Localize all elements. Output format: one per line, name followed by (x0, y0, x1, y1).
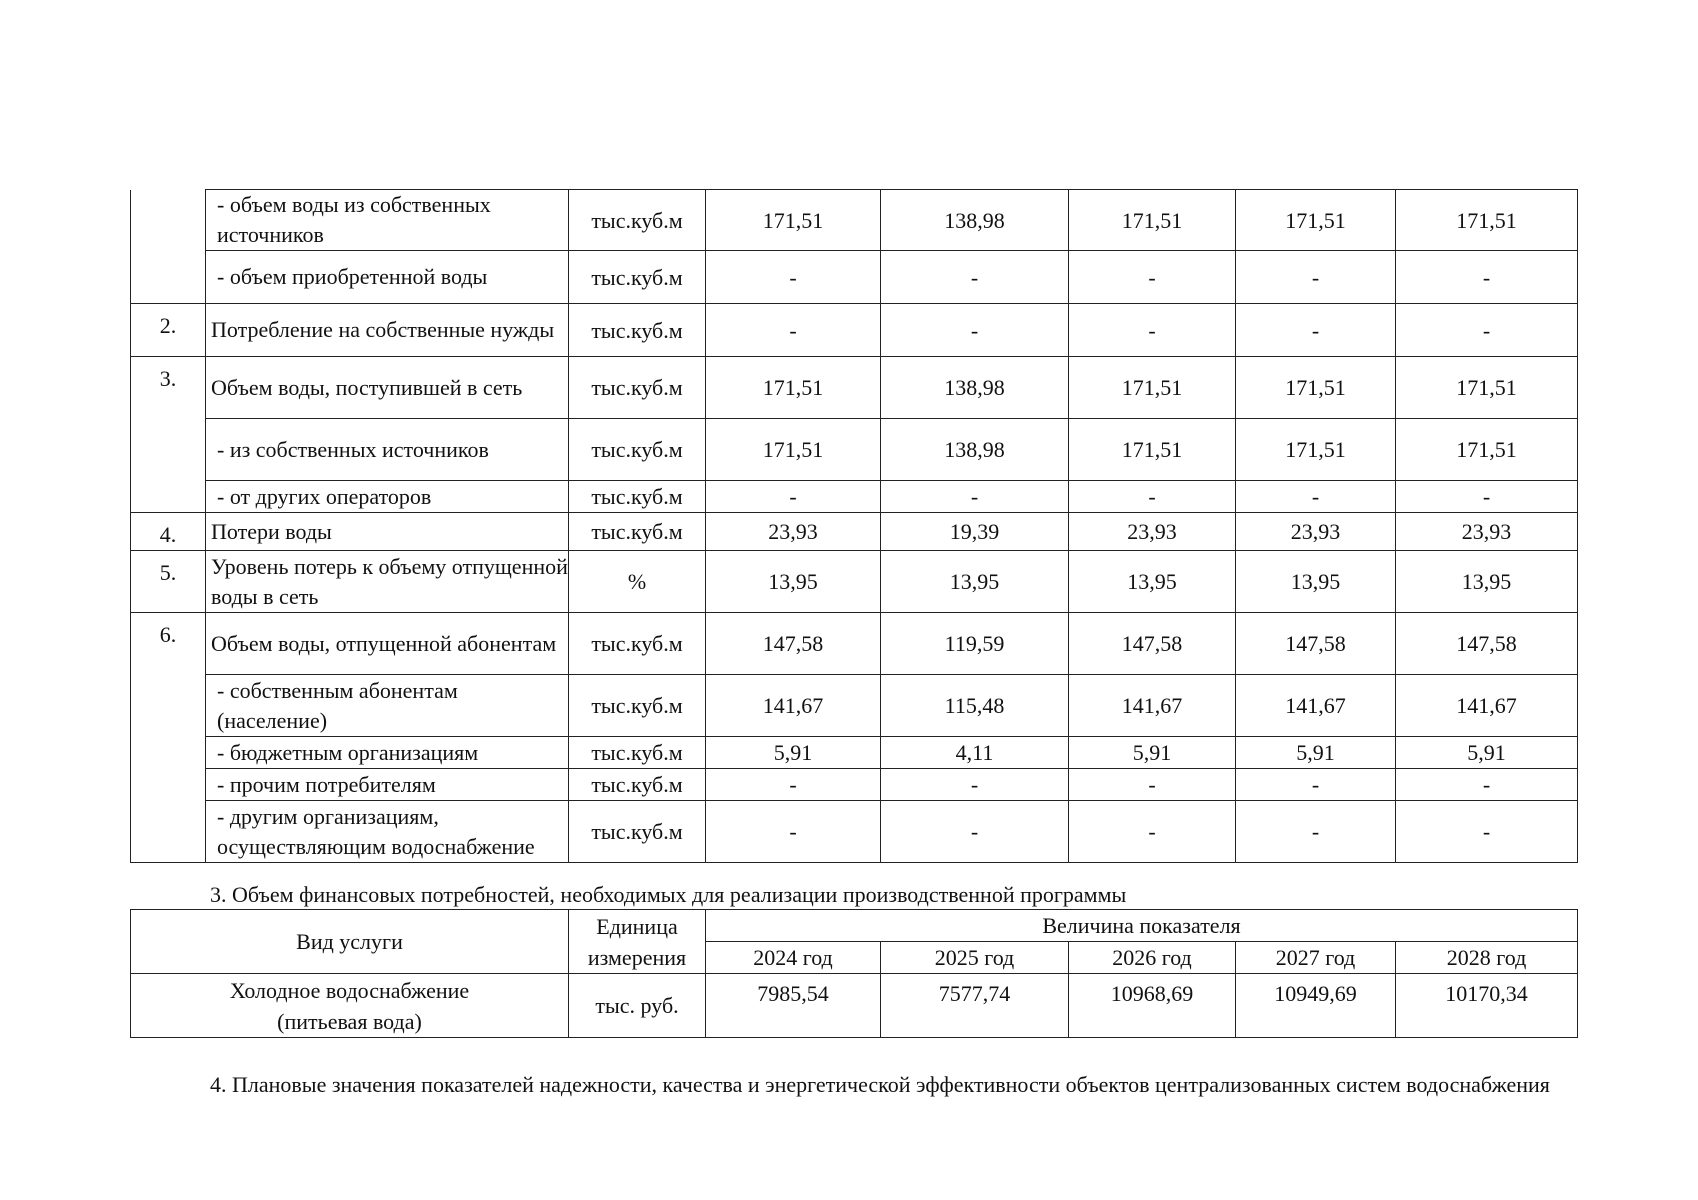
row-unit: тыс.куб.м (569, 737, 706, 769)
row-unit: тыс.куб.м (569, 357, 706, 419)
unit-cell: тыс. руб. (569, 974, 706, 1038)
value-header: Величина показателя (706, 910, 1578, 942)
row-number: 3. (131, 357, 206, 513)
value-cell: 171,51 (706, 419, 881, 481)
row-label: - объем приобретенной воды (206, 251, 569, 304)
row-label: - собственным абонентам (население) (206, 675, 569, 737)
row-label: Уровень потерь к объему отпущенной воды в сеть (206, 551, 569, 613)
row-label: - другим организациям, осуществляющим водоснабжение (206, 801, 569, 863)
value-cell: 138,98 (881, 419, 1069, 481)
value-cell: 141,67 (1236, 675, 1396, 737)
value-cell: - (1069, 251, 1236, 304)
row-unit: тыс.куб.м (569, 251, 706, 304)
water-balance-table-body (131, 190, 1578, 863)
table-row (131, 737, 1578, 769)
value-cell: 13,95 (706, 551, 881, 613)
value-cell: - (881, 801, 1069, 863)
value-cell: - (706, 481, 881, 513)
row-label: - из собственных источников (206, 419, 569, 481)
table-row (131, 304, 1578, 357)
table-row (131, 419, 1578, 481)
value-cell: 10968,69 (1069, 974, 1236, 1038)
row-number: 2. (131, 304, 206, 357)
value-cell: - (881, 769, 1069, 801)
row-unit: тыс.куб.м (569, 481, 706, 513)
table-row (131, 357, 1578, 419)
value-cell: - (1236, 801, 1396, 863)
value-cell: - (1069, 769, 1236, 801)
value-cell: - (1069, 304, 1236, 357)
value-cell: 141,67 (1069, 675, 1236, 737)
service-line1: Холодное водоснабжение (229, 977, 470, 1003)
value-cell: 171,51 (1396, 190, 1578, 251)
value-cell: 147,58 (1069, 613, 1236, 675)
value-cell: - (1236, 304, 1396, 357)
value-cell: 5,91 (1069, 737, 1236, 769)
row-number: 6. (131, 613, 206, 863)
table-row (131, 769, 1578, 801)
year-header: 2025 год (881, 942, 1069, 974)
service-type-cell (131, 974, 569, 1038)
financial-header-row (131, 910, 1578, 942)
row-number (131, 190, 206, 304)
value-cell: - (1396, 801, 1578, 863)
row-label: - прочим потребителям (206, 769, 569, 801)
row-unit: тыс.куб.м (569, 613, 706, 675)
row-label: Объем воды, поступившей в сеть (206, 357, 569, 419)
table-row (131, 551, 1578, 613)
value-cell: 19,39 (881, 513, 1069, 551)
value-cell: 141,67 (1396, 675, 1578, 737)
row-unit: тыс.куб.м (569, 675, 706, 737)
value-cell: 138,98 (881, 357, 1069, 419)
unit-header (569, 910, 706, 974)
financial-data-row (131, 974, 1578, 1038)
table-row (131, 675, 1578, 737)
table-row (131, 801, 1578, 863)
value-cell: - (706, 769, 881, 801)
value-cell: 5,91 (1236, 737, 1396, 769)
value-cell: 7577,74 (881, 974, 1069, 1038)
value-cell: 171,51 (1069, 357, 1236, 419)
row-label: - объем воды из собственных источников (206, 190, 569, 251)
value-cell: 171,51 (1069, 419, 1236, 481)
value-cell: 5,91 (706, 737, 881, 769)
unit-header-line1: Единица (596, 913, 678, 939)
service-type-header: Вид услуги (131, 910, 569, 974)
table-row (131, 513, 1578, 551)
value-cell: 141,67 (706, 675, 881, 737)
section-3-title: 3. Объем финансовых потребностей, необходимых для реализации производственной программы (210, 882, 1127, 907)
year-header: 2024 год (706, 942, 881, 974)
value-cell: 115,48 (881, 675, 1069, 737)
value-cell: 147,58 (1396, 613, 1578, 675)
value-cell: 171,51 (1396, 357, 1578, 419)
year-header: 2028 год (1396, 942, 1578, 974)
value-cell: 23,93 (1069, 513, 1236, 551)
row-unit: тыс.куб.м (569, 419, 706, 481)
value-cell: - (706, 251, 881, 304)
row-unit: тыс.куб.м (569, 304, 706, 357)
value-cell: 10949,69 (1236, 974, 1396, 1038)
value-cell: 23,93 (706, 513, 881, 551)
value-cell: 119,59 (881, 613, 1069, 675)
value-cell: - (1396, 769, 1578, 801)
row-label: - бюджетным организациям (206, 737, 569, 769)
value-cell: - (881, 251, 1069, 304)
value-cell: 171,51 (706, 190, 881, 251)
value-cell: - (881, 481, 1069, 513)
value-cell: 10170,34 (1396, 974, 1578, 1038)
financial-needs-table (130, 909, 1578, 1038)
value-cell: - (1236, 769, 1396, 801)
row-unit: % (569, 551, 706, 613)
value-cell: 147,58 (1236, 613, 1396, 675)
value-cell: 5,91 (1396, 737, 1578, 769)
value-cell: - (881, 304, 1069, 357)
value-cell: 171,51 (1236, 190, 1396, 251)
value-cell: - (1069, 481, 1236, 513)
table-row (131, 613, 1578, 675)
row-label: - от других операторов (206, 481, 569, 513)
value-cell: 7985,54 (706, 974, 881, 1038)
table-row (131, 251, 1578, 304)
year-header: 2027 год (1236, 942, 1396, 974)
value-cell: - (706, 304, 881, 357)
value-cell: 147,58 (706, 613, 881, 675)
value-cell: 171,51 (1236, 419, 1396, 481)
value-cell: 23,93 (1396, 513, 1578, 551)
row-unit: тыс.куб.м (569, 190, 706, 251)
table-row (131, 481, 1578, 513)
value-cell: - (1396, 481, 1578, 513)
year-header: 2026 год (1069, 942, 1236, 974)
value-cell: 23,93 (1236, 513, 1396, 551)
row-label: Потери воды (206, 513, 569, 551)
row-label: Потребление на собственные нужды (206, 304, 569, 357)
unit-header-line2: измерения (587, 944, 687, 970)
value-cell: 13,95 (1069, 551, 1236, 613)
water-balance-table (130, 189, 1578, 863)
service-line2: (питьевая вода) (277, 1008, 422, 1034)
value-cell: 171,51 (1236, 357, 1396, 419)
value-cell: 171,51 (706, 357, 881, 419)
row-label: Объем воды, отпущенной абонентам (206, 613, 569, 675)
table-row (131, 190, 1578, 251)
row-number: 4. (131, 513, 206, 551)
value-cell: 13,95 (1236, 551, 1396, 613)
section-4-title: 4. Плановые значения показателей надежности, качества и энергетической эффективности объектов централизованных систем водоснабжения (210, 1072, 1550, 1097)
value-cell: 171,51 (1069, 190, 1236, 251)
value-cell: - (1396, 251, 1578, 304)
value-cell: - (1069, 801, 1236, 863)
row-unit: тыс.куб.м (569, 513, 706, 551)
row-number: 5. (131, 551, 206, 613)
row-unit: тыс.куб.м (569, 769, 706, 801)
value-cell: 138,98 (881, 190, 1069, 251)
value-cell: - (1396, 304, 1578, 357)
value-cell: 13,95 (881, 551, 1069, 613)
value-cell: 4,11 (881, 737, 1069, 769)
value-cell: - (1236, 251, 1396, 304)
value-cell: - (1236, 481, 1396, 513)
value-cell: 171,51 (1396, 419, 1578, 481)
row-unit: тыс.куб.м (569, 801, 706, 863)
value-cell: - (706, 801, 881, 863)
value-cell: 13,95 (1396, 551, 1578, 613)
